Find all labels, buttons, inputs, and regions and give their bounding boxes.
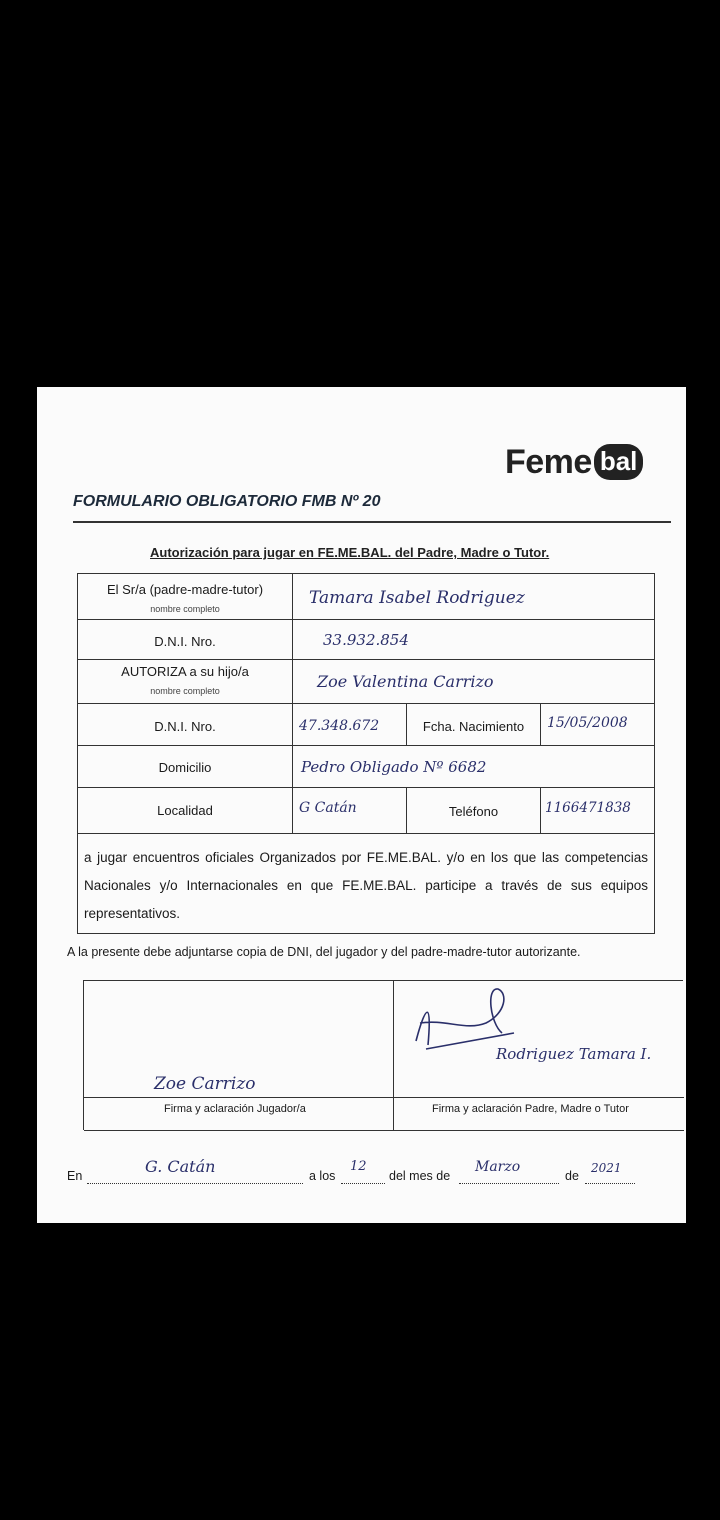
parent-dni-value: 33.932.854: [323, 631, 409, 649]
logo-text: Feme: [505, 442, 592, 481]
place-value: G. Catán: [145, 1157, 216, 1176]
femebal-logo: [505, 441, 643, 483]
date-place-line: [67, 1157, 667, 1197]
child-dni-value: 47.348.672: [299, 718, 380, 734]
parent-dni-label: D.N.I. Nro.: [154, 634, 216, 649]
form-document: [37, 387, 686, 1223]
child-label: AUTORIZA a su hijo/a: [121, 664, 249, 679]
player-signature-label: Firma y aclaración Jugador/a: [164, 1103, 306, 1115]
city-value: G Catán: [299, 800, 357, 816]
table-row-child-dni: [78, 704, 654, 746]
de-label: de: [565, 1169, 579, 1183]
phone-label: Teléfono: [448, 804, 499, 819]
address-label: Domicilio: [158, 760, 212, 775]
logo-badge: bal: [594, 444, 644, 480]
table-row-city: [78, 788, 654, 834]
title-divider: [73, 521, 671, 523]
birth-date-label: Fcha. Nacimiento: [422, 719, 525, 734]
place-dots: [87, 1183, 303, 1184]
signature-line: [84, 1097, 684, 1098]
authorization-text: a jugar encuentros oficiales Organizados por FE.ME.BAL. y/o en los que las competencias Nacionales y/o Internacionales en que FE.ME.BAL. participe a través de sus equipos representativos.: [77, 834, 655, 934]
form-subtitle: Autorización para jugar en FE.ME.BAL. del Padre, Madre o Tutor.: [150, 545, 550, 560]
child-dni-label: D.N.I. Nro.: [154, 719, 216, 734]
signature-bottom-line: [84, 1130, 684, 1131]
table-row-parent: [78, 574, 654, 620]
address-value: Pedro Obligado Nº 6682: [301, 758, 487, 776]
parent-signature-label: Firma y aclaración Padre, Madre o Tutor: [432, 1103, 629, 1115]
mes-label: del mes de: [389, 1169, 451, 1183]
child-name-value: Zoe Valentina Carrizo: [317, 672, 494, 691]
table-row-child: [78, 660, 654, 704]
signature-divider: [393, 981, 394, 1131]
parent-sublabel: nombre completo: [150, 604, 220, 614]
child-sublabel: nombre completo: [150, 686, 220, 696]
birth-date-value: 15/05/2008: [547, 715, 628, 731]
phone-value: 1166471838: [545, 800, 631, 816]
player-signature: Zoe Carrizo: [154, 1074, 256, 1094]
parent-label: El Sr/a (padre-madre-tutor): [106, 582, 264, 597]
year-value: 2021: [591, 1161, 622, 1175]
table-row-parent-dni: [78, 620, 654, 660]
en-label: En: [67, 1169, 83, 1183]
day-value: 12: [350, 1159, 367, 1174]
city-label: Localidad: [157, 803, 213, 818]
year-dots: [585, 1183, 635, 1184]
parent-signature-name: Rodriguez Tamara I.: [496, 1045, 652, 1063]
signature-box: [83, 980, 683, 1130]
form-title: FORMULARIO OBLIGATORIO FMB Nº 20: [73, 493, 381, 510]
a-los-label: a los: [309, 1169, 336, 1183]
parent-name-value: Tamara Isabel Rodriguez: [309, 588, 525, 608]
attachment-note: A la presente debe adjuntarse copia de DNI, del jugador y del padre-madre-tutor autorizante.: [67, 945, 581, 959]
day-dots: [341, 1183, 385, 1184]
table-row-address: [78, 746, 654, 788]
month-value: Marzo: [475, 1159, 521, 1175]
month-dots: [459, 1183, 559, 1184]
authorization-table: [77, 573, 655, 834]
